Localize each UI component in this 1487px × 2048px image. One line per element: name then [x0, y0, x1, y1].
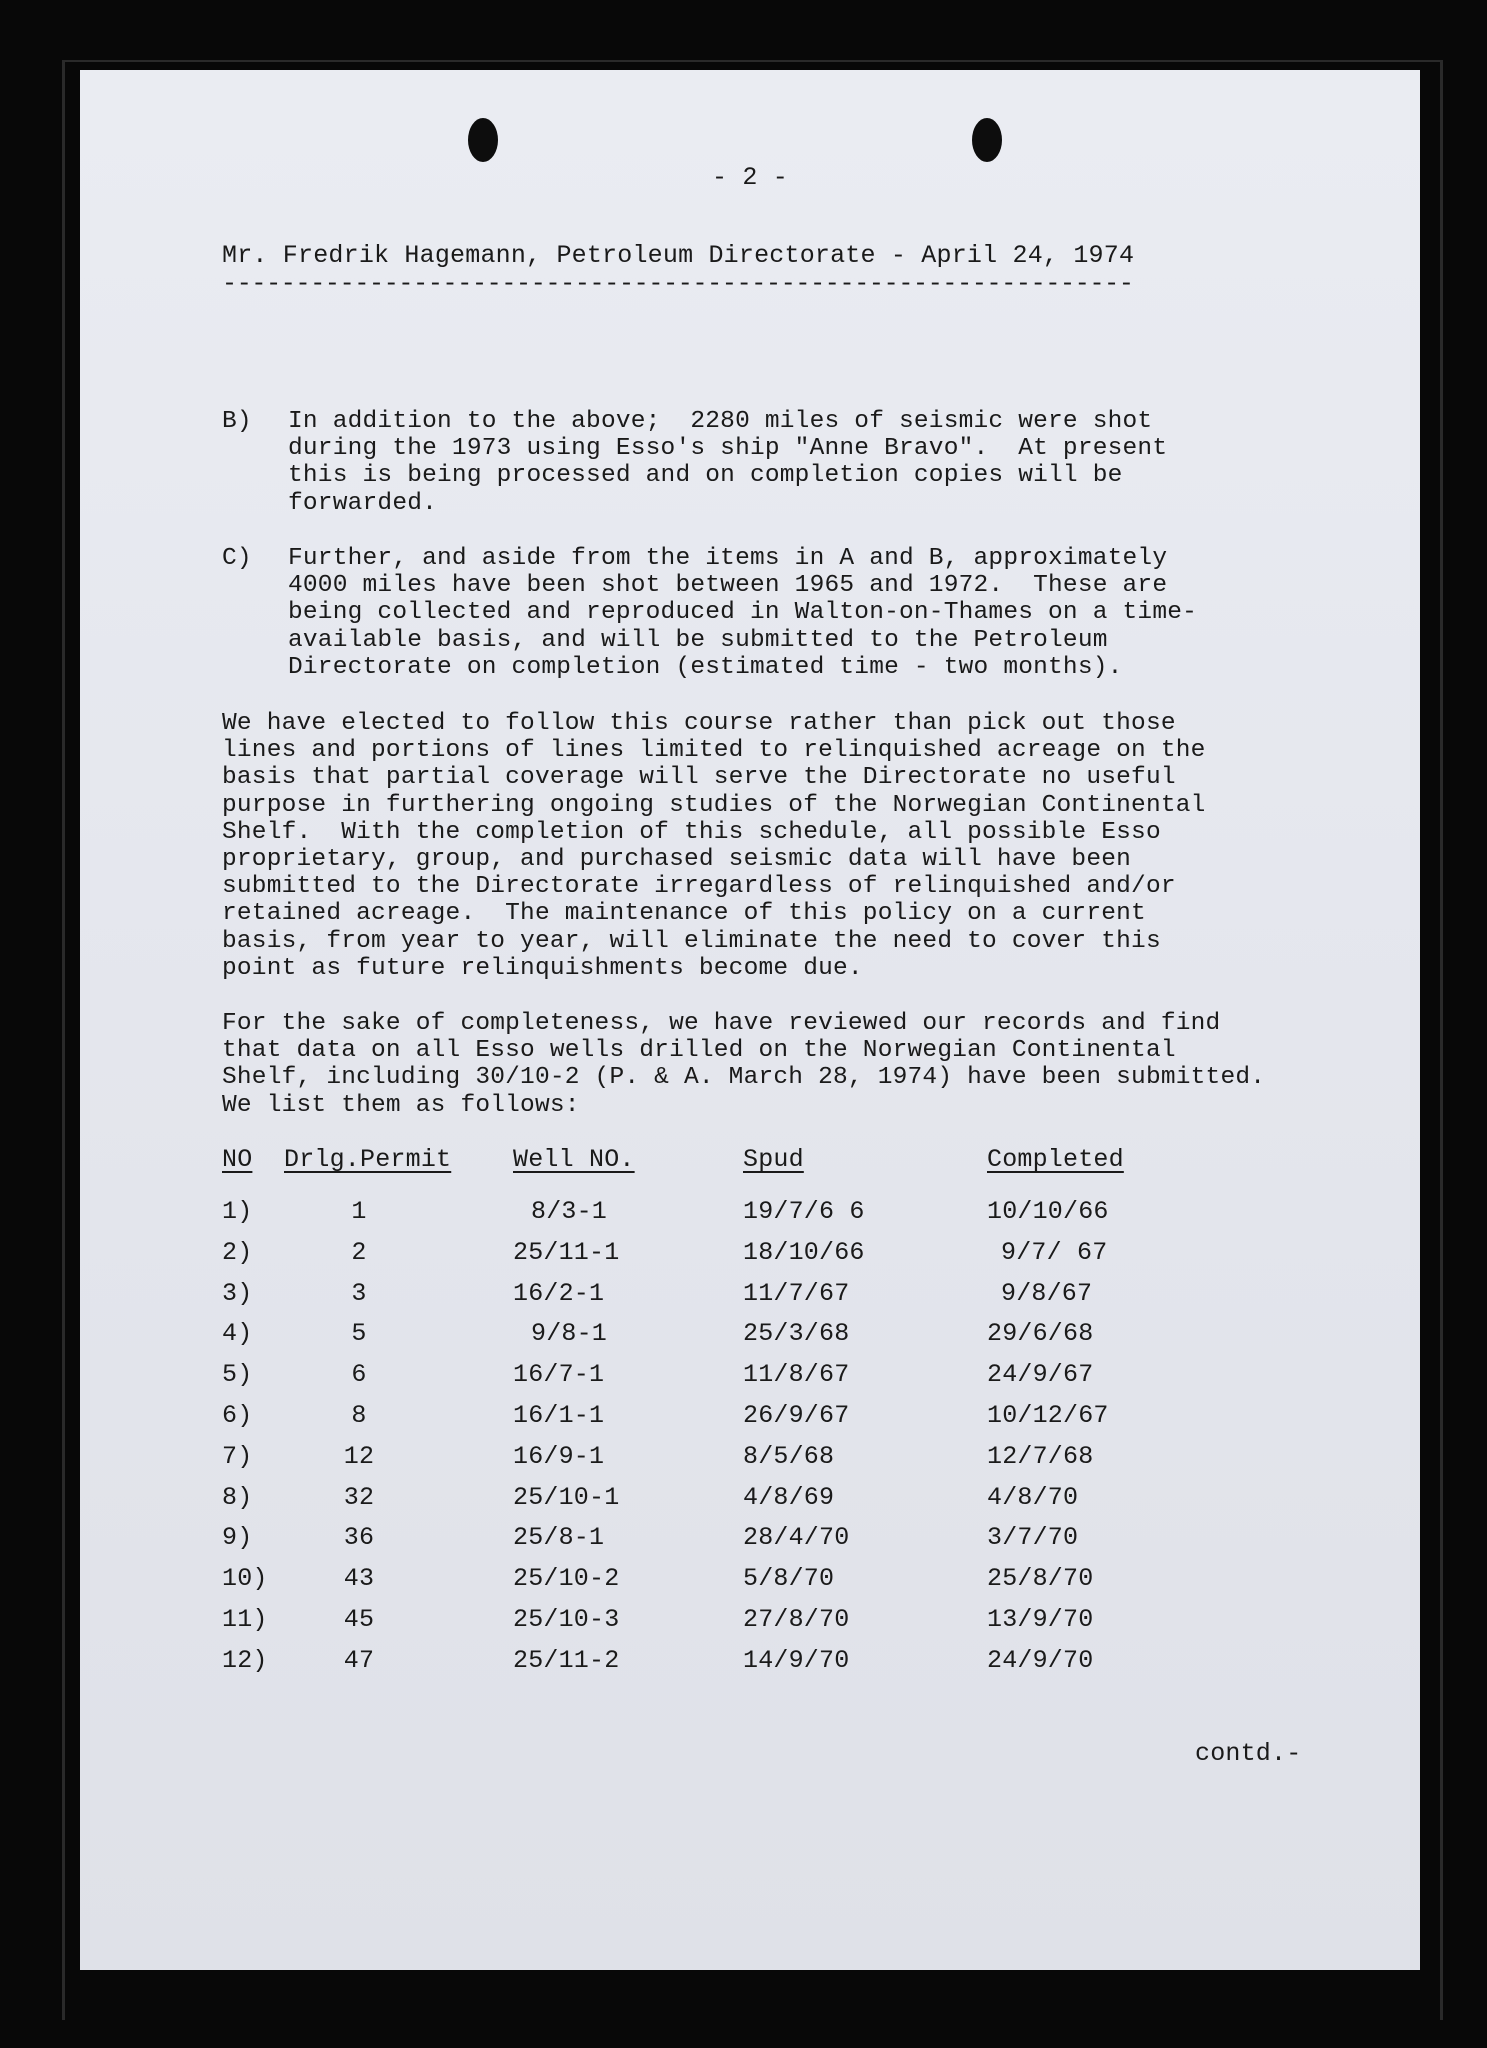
cell-permit: 12 [343, 1441, 375, 1471]
cell-spud: 11/7/67 [743, 1278, 850, 1308]
cell-well: 25/11-2 [513, 1645, 620, 1675]
cell-no: 3) [222, 1278, 253, 1308]
frame-top-edge [62, 60, 1442, 62]
header-rule: -------------------------------------------------------------- [222, 270, 1134, 298]
cell-spud: 18/10/66 [743, 1237, 865, 1267]
policy-paragraph: We have elected to follow this course rather than pick out those lines and portions of lines limited to relinquished acreage on the basis that partial coverage will serve the Directorate no useful purpose in furthering ongoing studies of the Norwegian Continental Shelf. With the completion of this schedule, all possible Esso proprietary, group, and purchased seismic data will have been submitted to the Directorate irregardless of relinquished and/or retained acreage. The maintenance of this policy on a current basis, from year to year, will eliminate the need to cover this point as future relinquishments become due. [222, 710, 1206, 982]
cell-spud: 26/9/67 [743, 1401, 850, 1430]
cell-spud: 25/3/68 [743, 1319, 850, 1349]
col-header-completed: Completed [987, 1145, 1124, 1174]
cell-permit: 47 [343, 1645, 375, 1675]
cell-permit: 36 [343, 1523, 375, 1553]
cell-completed: 9/8/67 [1001, 1278, 1093, 1308]
cell-no: 1) [222, 1197, 253, 1226]
cell-well: 25/10-2 [513, 1564, 620, 1594]
cell-well: 16/9-1 [513, 1441, 605, 1471]
col-header-permit: Drlg.Permit [284, 1145, 452, 1174]
cell-well: 9/8-1 [531, 1319, 608, 1349]
cell-well: 25/10-1 [513, 1482, 620, 1512]
cell-completed: 13/9/70 [987, 1605, 1094, 1634]
cell-completed: 4/8/70 [987, 1482, 1079, 1512]
cell-spud: 19/7/6 6 [743, 1197, 865, 1226]
cell-spud: 28/4/70 [743, 1523, 850, 1553]
cell-permit: 6 [351, 1360, 367, 1390]
cell-well: 16/2-1 [513, 1278, 605, 1308]
cell-well: 25/8-1 [513, 1523, 605, 1553]
cell-permit: 8 [351, 1401, 367, 1430]
cell-no: 8) [222, 1482, 253, 1512]
frame-right-edge [1440, 60, 1443, 2020]
cell-spud: 27/8/70 [743, 1605, 850, 1634]
cell-spud: 4/8/69 [743, 1482, 835, 1512]
cell-permit: 3 [351, 1278, 367, 1308]
section-c-text: Further, and aside from the items in A and B, approximately 4000 miles have been shot between 1965 and 1972. These are being collected and reproduced in Walton-on-Thames on a time- available basis, and will be submitted to the Petroleum Directorate on completion (estimated time - two months). [288, 545, 1198, 681]
cell-completed: 24/9/70 [987, 1645, 1094, 1675]
cell-completed: 10/10/66 [987, 1197, 1109, 1226]
section-b-label: B) [222, 408, 252, 435]
cell-spud: 11/8/67 [743, 1360, 850, 1390]
col-header-well: Well NO. [513, 1145, 635, 1174]
cell-spud: 5/8/70 [743, 1564, 835, 1594]
cell-spud: 14/9/70 [743, 1645, 850, 1675]
cell-no: 6) [222, 1401, 253, 1430]
section-b-text: In addition to the above; 2280 miles of seismic were shot during the 1973 using Esso's ship "Anne Bravo". At present this is being processed and on completion copies will be forwarded. [288, 408, 1168, 517]
cell-completed: 25/8/70 [987, 1564, 1094, 1594]
cell-well: 25/10-3 [513, 1605, 620, 1634]
cell-permit: 5 [351, 1319, 367, 1349]
cell-no: 9) [222, 1523, 253, 1553]
cell-no: 4) [222, 1319, 253, 1349]
completeness-paragraph: For the sake of completeness, we have reviewed our records and find that data on all Esso wells drilled on the Norwegian Continental Shelf, including 30/10-2 (P. & A. March 28, 1974) have been submitted. We list them as follows: [222, 1010, 1266, 1119]
cell-completed: 3/7/70 [987, 1523, 1079, 1553]
col-header-no: NO [222, 1145, 253, 1174]
cell-permit: 2 [351, 1237, 367, 1267]
cell-permit: 43 [343, 1564, 375, 1594]
cell-no: 12) [222, 1645, 268, 1675]
continued-marker: contd.- [1195, 1739, 1302, 1768]
page-content [80, 70, 1420, 1970]
letter-header: Mr. Fredrik Hagemann, Petroleum Directorate - April 24, 1974 [222, 241, 1135, 270]
cell-permit: 1 [351, 1197, 367, 1226]
cell-no: 5) [222, 1360, 253, 1390]
page-number: - 2 - [711, 163, 788, 192]
cell-well: 8/3-1 [531, 1197, 608, 1226]
cell-completed: 10/12/67 [987, 1401, 1109, 1430]
section-c-label: C) [222, 545, 252, 572]
cell-no: 7) [222, 1441, 253, 1471]
document-page [80, 70, 1420, 1970]
cell-well: 16/1-1 [513, 1401, 605, 1430]
cell-completed: 29/6/68 [987, 1319, 1094, 1349]
cell-permit: 45 [343, 1605, 375, 1634]
cell-spud: 8/5/68 [743, 1441, 835, 1471]
cell-well: 16/7-1 [513, 1360, 605, 1390]
cell-permit: 32 [343, 1482, 375, 1512]
cell-no: 2) [222, 1237, 253, 1267]
frame-left-edge [62, 60, 65, 2020]
cell-completed: 24/9/67 [987, 1360, 1094, 1390]
cell-well: 25/11-1 [513, 1237, 620, 1267]
cell-completed: 9/7/ 67 [1001, 1237, 1108, 1267]
cell-completed: 12/7/68 [987, 1441, 1094, 1471]
col-header-spud: Spud [743, 1145, 804, 1174]
cell-no: 10) [222, 1564, 268, 1594]
cell-no: 11) [222, 1605, 268, 1634]
